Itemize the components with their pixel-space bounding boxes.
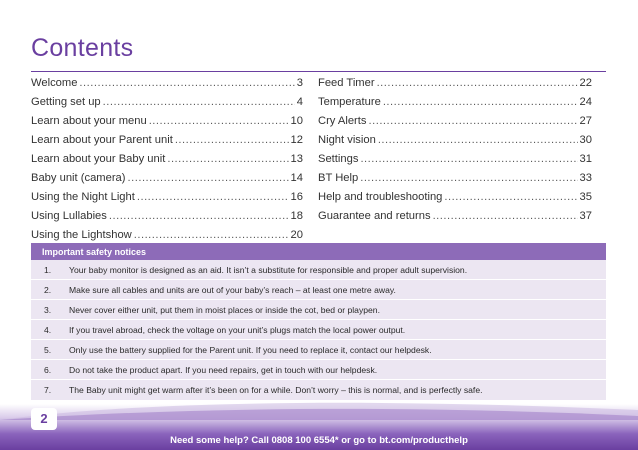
title-divider [31,71,606,72]
safety-notice-text: If you travel abroad, check the voltage on your unit’s plugs match the local power output. [69,324,406,335]
toc-entry[interactable] [318,115,592,134]
toc-entry[interactable] [31,153,303,172]
safety-notice-number: 3. [44,304,52,315]
toc-entry-page: 31 [579,153,592,165]
toc-entry-page: 35 [579,191,592,203]
toc-entry-page: 22 [579,77,592,89]
safety-notice-number: 4. [44,324,52,335]
toc-entry-label: Welcome [31,77,78,89]
toc-entry-page: 18 [290,210,303,222]
toc-leader [109,210,289,222]
toc-leader [79,77,294,89]
safety-notice [31,320,606,340]
toc-entry-label: Settings [318,153,359,165]
toc-entry-label: BT Help [318,172,359,184]
toc-leader [383,96,578,108]
toc-entry-page: 4 [296,96,303,108]
toc-leader [360,153,577,165]
toc-entry[interactable] [31,115,303,134]
page-number: 2 [31,408,57,430]
toc-leader [149,115,289,127]
toc-leader [134,229,289,241]
safety-notice-text: Your baby monitor is designed as an aid. It isn’t a substitute for responsible and proper adult supervision. [69,264,468,275]
safety-notice-text: Do not take the product apart. If you need repairs, get in touch with our helpdesk. [69,364,378,375]
toc-entry-page: 10 [290,115,303,127]
safety-notice [31,300,606,320]
toc-entry-label: Using the Night Light [31,191,135,203]
toc-right-column [318,77,592,229]
safety-notice [31,360,606,380]
toc-leader [167,153,288,165]
toc-entry-page: 37 [579,210,592,222]
safety-notice-number: 6. [44,364,52,375]
safety-notice-text: Only use the battery supplied for the Parent unit. If you need to replace it, contact our helpdesk. [69,344,432,355]
toc-leader [360,172,577,184]
toc-entry-page: 24 [579,96,592,108]
toc-entry-label: Learn about your Parent unit [31,134,173,146]
safety-notice-text: The Baby unit might get warm after it’s been on for a while. Don’t worry – this is normal, and is perfectly safe. [69,385,483,395]
toc-entry-label: Help and troubleshooting [318,191,443,203]
toc-entry-page: 20 [290,229,303,241]
toc-entry[interactable] [318,134,592,153]
safety-notices-list [31,260,606,400]
toc-entry[interactable] [318,191,592,210]
toc-entry[interactable] [31,172,303,191]
toc-entry[interactable] [31,134,303,153]
toc-entry-page: 14 [290,172,303,184]
toc-entry[interactable] [318,153,592,172]
toc-leader [444,191,577,203]
safety-notice-text: Never cover either unit, put them in moist places or inside the cot, bed or playpen. [69,304,380,315]
toc-entry-label: Learn about your Baby unit [31,153,166,165]
toc-entry[interactable] [31,77,303,96]
toc-leader [433,210,578,222]
toc-entry-page: 30 [579,134,592,146]
toc-leader [369,115,578,127]
toc-entry-label: Learn about your menu [31,115,147,127]
toc-entry[interactable] [31,210,303,229]
toc-entry[interactable] [318,77,592,96]
toc-entry-label: Cry Alerts [318,115,367,127]
toc-leader [175,134,289,146]
toc-leader [128,172,289,184]
toc-leader [378,134,578,146]
toc-entry-label: Guarantee and returns [318,210,431,222]
toc-leader [137,191,289,203]
toc-entry-page: 12 [290,134,303,146]
toc-entry[interactable] [318,172,592,191]
toc-entry[interactable] [318,210,592,229]
toc-leader [103,96,295,108]
toc-entry-label: Using Lullabies [31,210,107,222]
safety-notices-panel [31,243,606,400]
toc-left-column [31,77,303,248]
safety-notice-number: 2. [44,284,52,295]
toc-entry[interactable] [318,96,592,115]
toc-entry-label: Baby unit (camera) [31,172,126,184]
toc-entry-page: 33 [579,172,592,184]
toc-entry-label: Feed Timer [318,77,375,89]
page-title: Contents [31,34,134,62]
toc-entry-page: 27 [579,115,592,127]
toc-leader [377,77,578,89]
footer-wave-decoration [0,396,638,420]
toc-entry-label: Using the Lightshow [31,229,132,241]
toc-entry-label: Night vision [318,134,376,146]
toc-entry-label: Temperature [318,96,381,108]
toc-entry-label: Getting set up [31,96,101,108]
safety-notice-number: 5. [44,344,52,355]
safety-notices-heading: Important safety notices [31,243,606,260]
safety-notice [31,340,606,360]
safety-notice [31,280,606,300]
safety-notice-number: 1. [44,264,52,275]
safety-notice [31,260,606,280]
toc-entry-page: 3 [296,77,303,89]
toc-entry-page: 16 [290,191,303,203]
toc-entry[interactable] [31,96,303,115]
toc-entry-page: 13 [290,153,303,165]
safety-notice-text: Make sure all cables and units are out of your baby’s reach – at least one metre away. [69,284,396,295]
toc-entry[interactable] [31,191,303,210]
safety-notice-number: 7. [44,385,52,395]
helpline-text: Need some help? Call 0808 100 6554* or go to bt.com/producthelp [170,435,468,446]
